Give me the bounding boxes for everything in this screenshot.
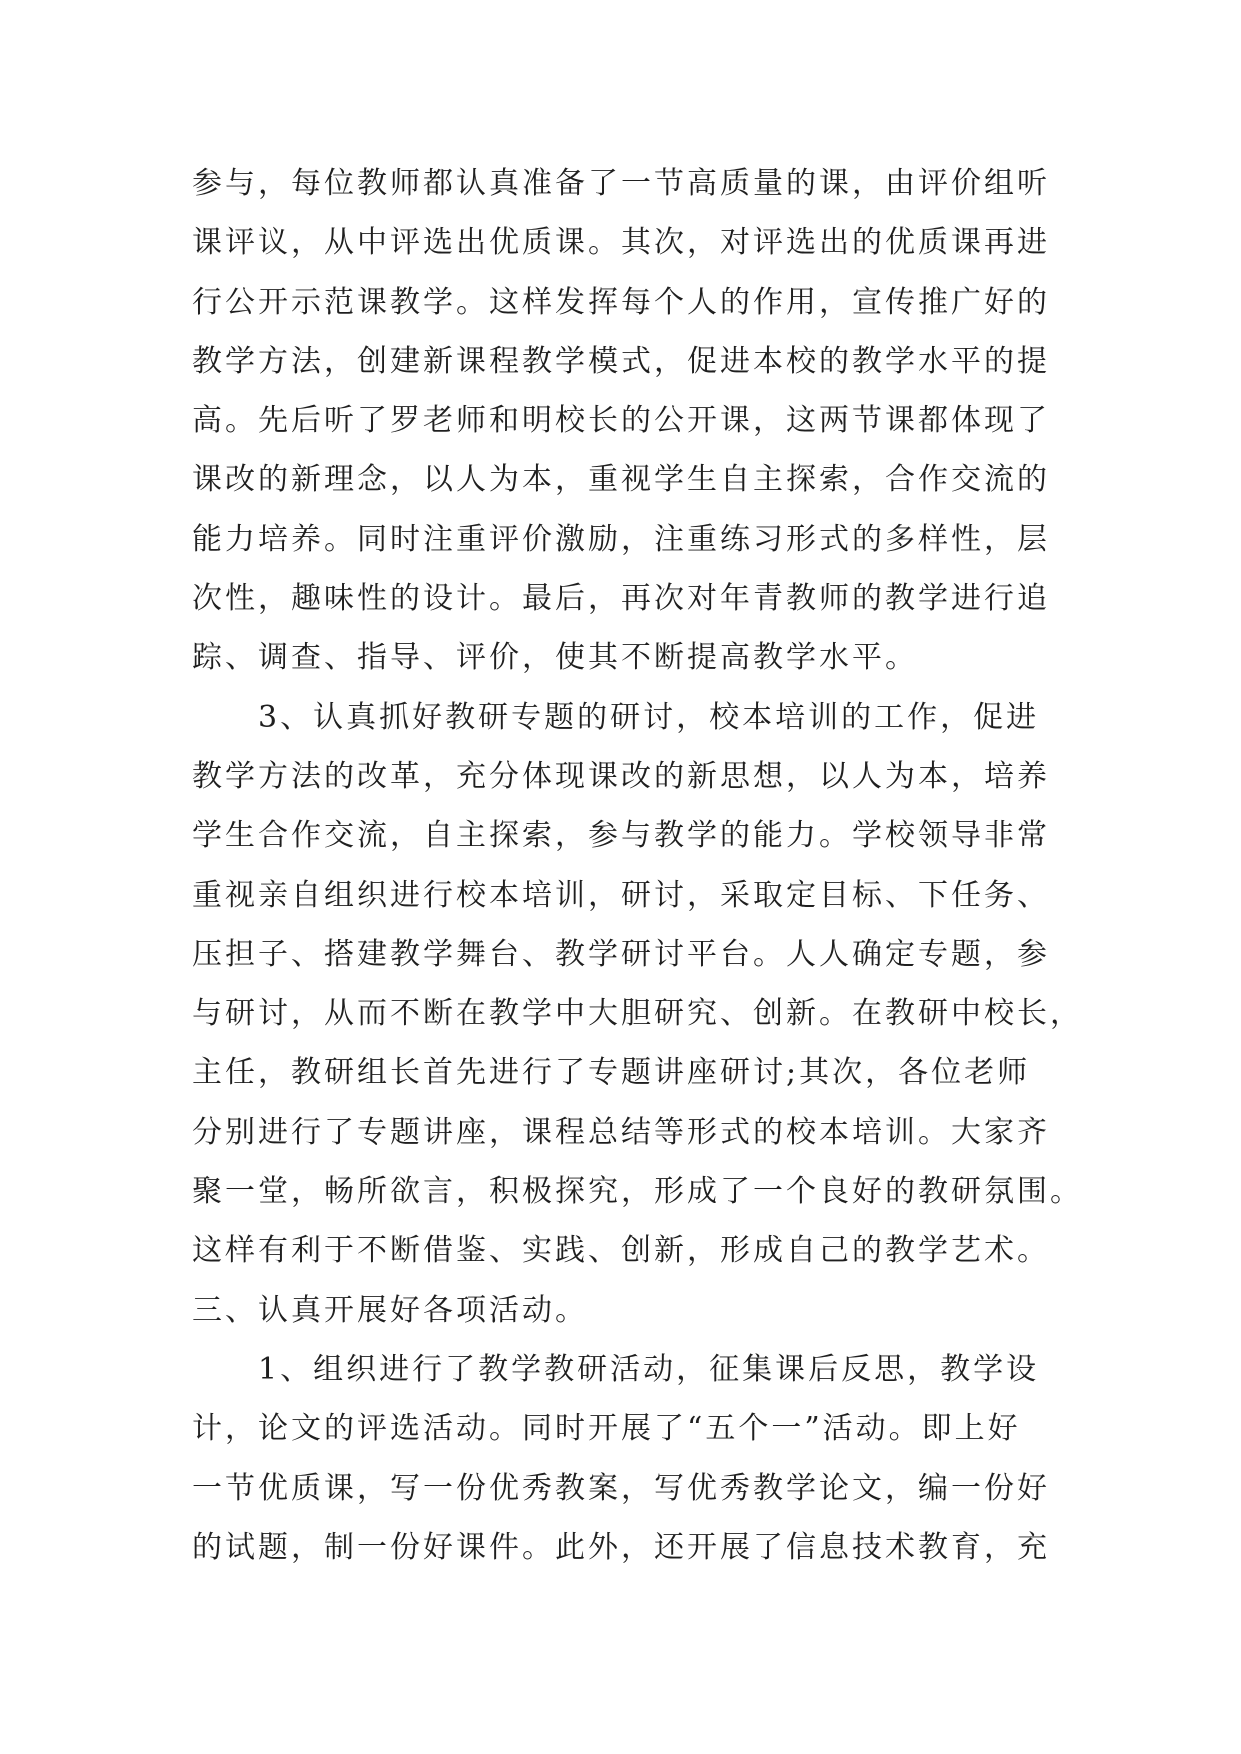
text-line: 主任，教研组长首先进行了专题讲座研讨;其次，各位老师	[192, 1055, 1031, 1091]
text-line: 高。先后听了罗老师和明校长的公开课，这两节课都体现了	[192, 403, 1050, 439]
text-line: 教学方法的改革，充分体现课改的新思想，以人为本，培养	[192, 758, 1050, 794]
text-line: 能力培养。同时注重评价激励，注重练习形式的多样性，层	[192, 521, 1050, 557]
text-line: 踪、调查、指导、评价，使其不断提高教学水平。	[192, 640, 918, 676]
paragraph-first-line: 1、组织进行了教学教研活动，征集课后反思，教学设	[258, 1351, 1040, 1387]
text-line: 课评议，从中评选出优质课。其次，对评选出的优质课再进	[192, 225, 1050, 261]
text-line: 次性，趣味性的设计。最后，再次对年青教师的教学进行追	[192, 581, 1050, 617]
text-line: 压担子、搭建教学舞台、教学研讨平台。人人确定专题，参	[192, 936, 1050, 972]
text-line: 重视亲自组织进行校本培训，研讨，采取定目标、下任务、	[192, 877, 1050, 913]
text-line: 学生合作交流，自主探索，参与教学的能力。学校领导非常	[192, 818, 1050, 854]
section-heading: 三、认真开展好各项活动。	[192, 1292, 588, 1328]
body-text	[192, 154, 1083, 1577]
text-line: 这样有利于不断借鉴、实践、创新，形成自己的教学艺术。	[192, 1233, 1050, 1269]
text-line: 分别进行了专题讲座，课程总结等形式的校本培训。大家齐	[192, 1114, 1050, 1150]
text-line: 计，论文的评选活动。同时开展了“五个一”活动。即上好	[192, 1411, 1021, 1447]
text-line: 课改的新理念，以人为本，重视学生自主探索，合作交流的	[192, 462, 1050, 498]
text-line: 的试题，制一份好课件。此外，还开展了信息技术教育，充	[192, 1529, 1050, 1565]
text-line: 教学方法，创建新课程教学模式，促进本校的教学水平的提	[192, 343, 1050, 379]
text-line: 与研讨，从而不断在教学中大胆研究、创新。在教研中校长，	[192, 996, 1083, 1032]
text-line: 行公开示范课教学。这样发挥每个人的作用，宣传推广好的	[192, 284, 1050, 320]
text-line: 参与，每位教师都认真准备了一节高质量的课，由评价组听	[192, 166, 1050, 201]
text-line: 一节优质课，写一份优秀教案，写优秀教学论文，编一份好	[192, 1470, 1050, 1506]
paragraph-first-line: 3、认真抓好教研专题的研讨，校本培训的工作，促进	[258, 699, 1040, 735]
text-line: 聚一堂，畅所欲言，积极探究，形成了一个良好的教研氛围。	[192, 1174, 1083, 1210]
